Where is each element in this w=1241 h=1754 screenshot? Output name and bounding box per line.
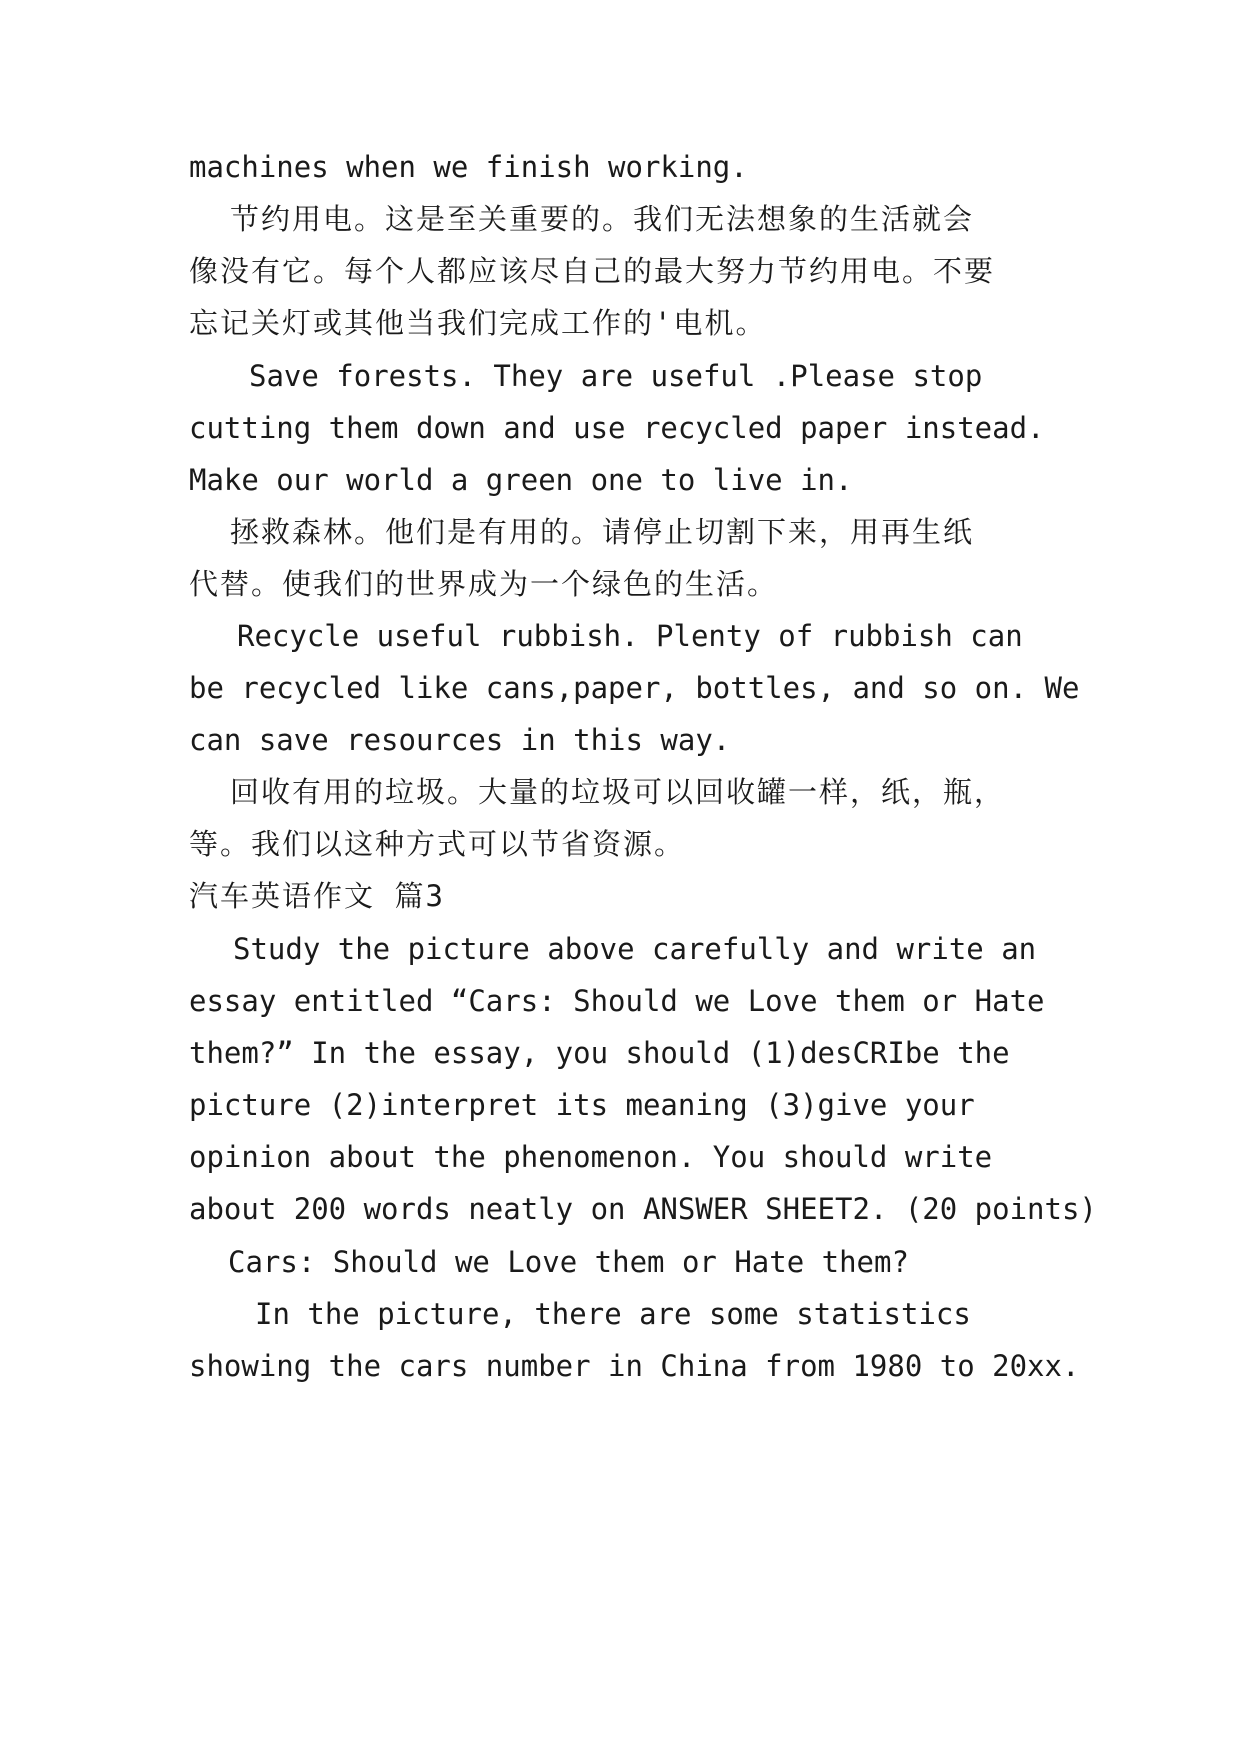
text-line: opinion about the phenomenon. You should write: [189, 1140, 993, 1174]
text-line: 代替。使我们的世界成为一个绿色的生活。: [189, 567, 779, 601]
text-line: about 200 words neatly on ANSWER SHEET2. (20 points): [189, 1192, 1097, 1226]
text-line: 节约用电。这是至关重要的。我们无法想象的生活就会: [230, 202, 975, 236]
text-line: Make our world a green one to live in.: [189, 463, 853, 497]
text-line: 拯救森林。他们是有用的。请停止切割下来，用再生纸: [230, 515, 975, 549]
text-line: them?” In the essay, you should (1)desCRIbe the: [189, 1036, 1010, 1070]
text-line: 像没有它。每个人都应该尽自己的最大努力节约用电。不要: [189, 254, 996, 288]
text-line: 等。我们以这种方式可以节省资源。: [189, 827, 686, 861]
text-line: be recycled like cans,paper, bottles, and so on. We: [189, 671, 1080, 705]
essay-title: Cars: Should we Love them or Hate them?: [228, 1245, 909, 1279]
text-line: picture (2)interpret its meaning (3)give your: [189, 1088, 975, 1122]
text-line: Recycle useful rubbish. Plenty of rubbish can: [237, 619, 1023, 653]
text-line: 回收有用的垃圾。大量的垃圾可以回收罐一样，纸，瓶，: [230, 775, 1006, 809]
text-line: essay entitled “Cars: Should we Love them or Hate: [189, 984, 1045, 1018]
text-line: Study the picture above carefully and write an: [233, 932, 1037, 966]
text-line: 忘记关灯或其他当我们完成工作的'电机。: [189, 306, 767, 340]
text-line: In the picture, there are some statistics: [255, 1297, 971, 1331]
text-line: cutting them down and use recycled paper instead.: [189, 411, 1045, 445]
text-line: showing the cars number in China from 1980 to 20xx.: [189, 1349, 1080, 1383]
text-line: Save forests. They are useful .Please stop: [249, 359, 983, 393]
text-line: machines when we finish working.: [189, 150, 748, 184]
section-heading: 汽车英语作文 篇3: [189, 879, 445, 913]
text-line: can save resources in this way.: [189, 723, 731, 757]
